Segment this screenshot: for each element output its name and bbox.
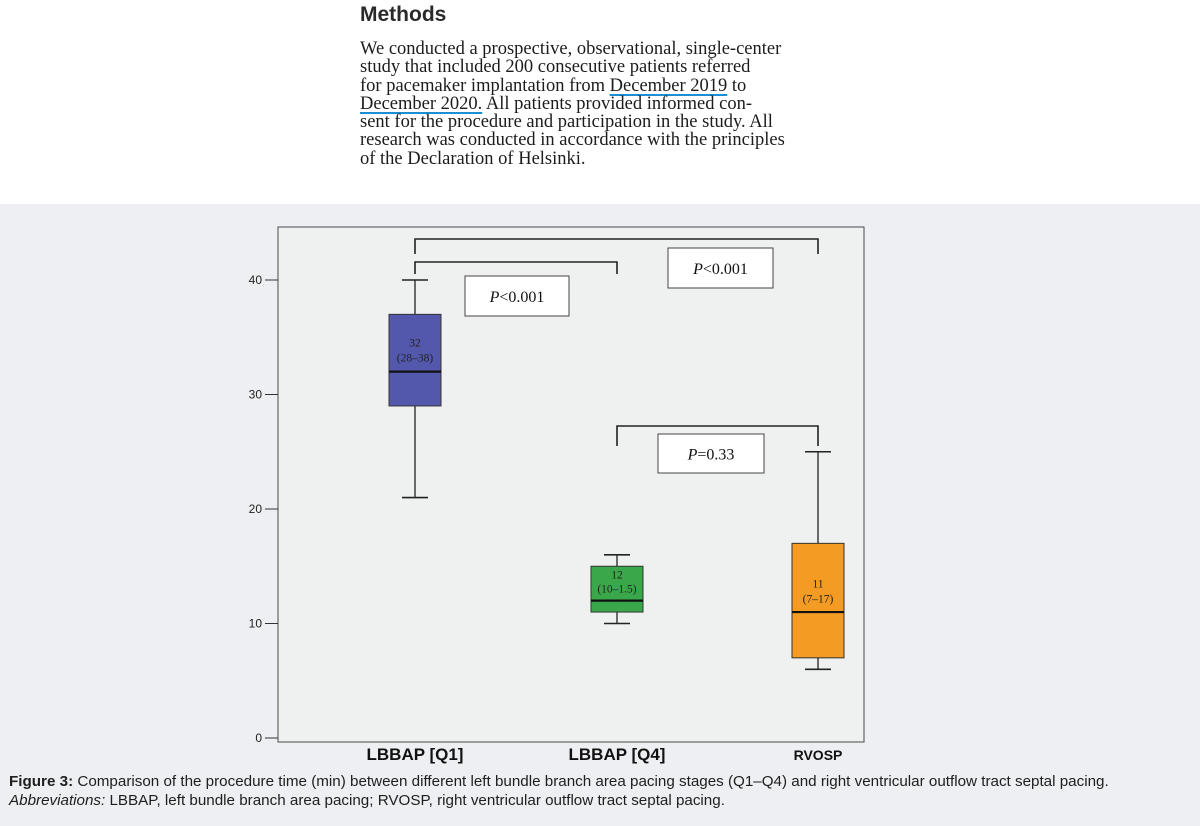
methods-line: study that included 200 consecutive patients referred [360, 57, 751, 78]
p-value-label [692, 261, 748, 278]
box-range-label: (7–17) [802, 593, 834, 606]
box-median-label: 11 [812, 578, 824, 591]
underlined-date: December 2020. [360, 93, 483, 114]
figure-panel [0, 204, 1200, 826]
methods-paragraph [360, 40, 830, 168]
methods-line: research was conducted in accordance with the principles [360, 130, 785, 151]
box-range-label: (10–1.5) [597, 583, 637, 596]
methods-line: of the Declaration of Helsinki. [360, 148, 586, 169]
methods-line: We conducted a prospective, observational, single-center [360, 39, 782, 59]
methods-section [0, 0, 1200, 204]
methods-line [360, 77, 830, 95]
y-tick-label: 40 [248, 273, 262, 287]
p-value-label [687, 447, 735, 464]
boxplot-chart [0, 204, 1200, 766]
methods-text: to [727, 75, 747, 96]
p-value-letter: P [687, 446, 698, 464]
y-tick-label: 10 [248, 616, 262, 631]
p-value-number: <0.001 [702, 261, 748, 278]
x-category-label: LBBAP [Q1] [366, 745, 464, 764]
figure-label: Figure 3: [9, 773, 74, 790]
p-value-number: =0.33 [697, 446, 735, 464]
p-value-number: <0.001 [499, 289, 545, 306]
p-value-letter: P [489, 289, 500, 306]
methods-line [360, 95, 830, 113]
methods-text: All patients provided informed con- [482, 93, 752, 114]
box-median-label: 12 [611, 569, 623, 582]
box-median-label: 32 [409, 337, 421, 350]
plot-area [278, 227, 864, 742]
y-tick-label: 30 [248, 387, 262, 402]
y-tick-label: 0 [255, 731, 262, 745]
p-value-letter: P [693, 261, 703, 278]
p-value-label [489, 289, 545, 306]
y-tick-label: 20 [248, 502, 262, 516]
caption-line [9, 791, 1194, 810]
abbreviations-text: LBBAP, left bundle branch area pacing; RVOSP, right ventricular outflow tract septal pacing. [105, 792, 725, 809]
abbreviations-label: Abbreviations: [9, 792, 106, 809]
caption-text: Comparison of the procedure time (min) between different left bundle branch area pacing stages (Q1–Q4) and right ventricular outflow tract septal pacing. [73, 773, 1109, 790]
methods-heading: Methods [360, 3, 447, 26]
methods-text: for pacemaker implantation from [360, 75, 610, 96]
box-range-label: (28–38) [396, 352, 434, 365]
methods-line: sent for the procedure and participation in the study. All [360, 112, 773, 133]
caption-line [9, 772, 1194, 791]
figure-caption [9, 772, 1194, 810]
x-category-label: RVOSP [793, 747, 843, 763]
x-category-label: LBBAP [Q4] [568, 745, 666, 764]
underlined-date: December 2019 [609, 75, 728, 96]
